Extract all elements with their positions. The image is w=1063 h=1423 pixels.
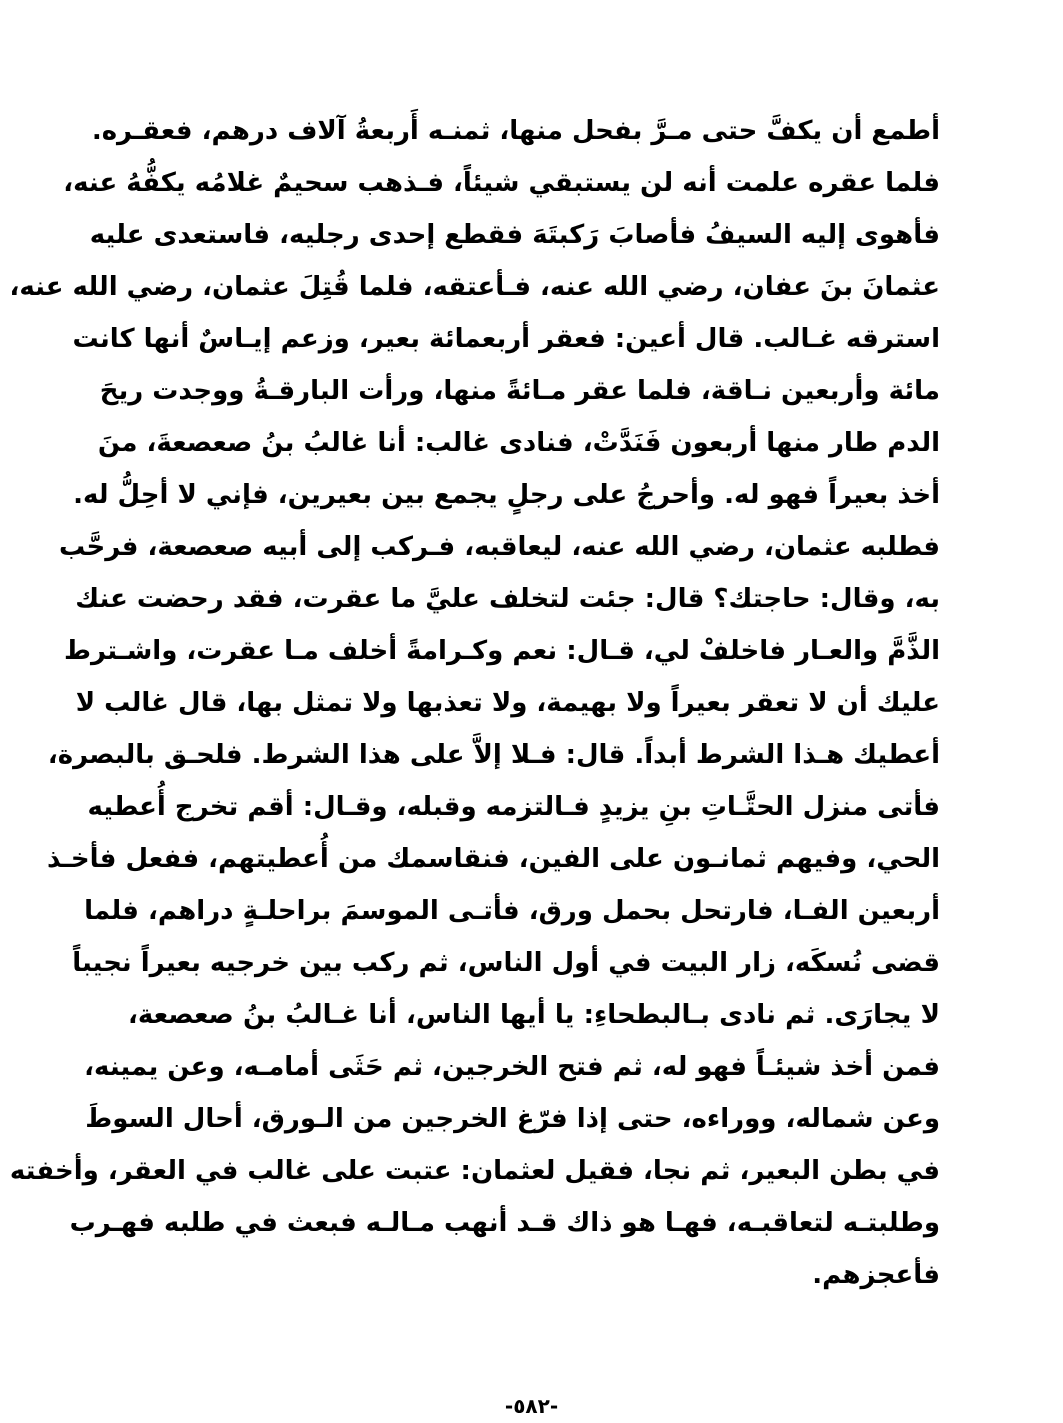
text-line: مائة وأربعين نـاقة، فلما عقر مـائةً منها، ورأت البارقـةُ ووجدت ريحَ — [99, 376, 940, 406]
text-line: أربعين الفـا، فارتحل بحمل ورق، فأتـى الموسمَ براحلـةٍ دراهم، فلما — [84, 896, 940, 926]
body-text — [9, 105, 940, 1301]
text-line: عليك أن لا تعقر بعيراً ولا بهيمة، ولا تعذبها ولا تمثل بها، قال غالب لا — [75, 688, 940, 718]
text-line: قضى نُسكَه، زار البيت في أول الناس، ثم ركب بين خرجيه بعيراً نجيباً — [72, 948, 940, 978]
page-number: -٥٨٢- — [504, 1394, 559, 1418]
text-line: أخذ بعيراً فهو له. وأحرجُ على رجلٍ يجمع بين بعيرين، فإني لا أحِلُّ له. — [73, 480, 940, 510]
text-line: فمن أخذ شيئـاً فهو له، ثم فتح الخرجين، ثم حَثَى أمامـه، وعن يمينه، — [84, 1052, 940, 1082]
text-line-last: فأعجزهم. — [812, 1260, 940, 1290]
text-line: استرقه غـالب. قال أعين: فعقر أربعمائة بعير، وزعم إيـاسٌ أنها كانت — [72, 324, 940, 354]
text-line: عثمانَ بنَ عفان، رضي الله عنه، فـأعتقه، فلما قُتِلَ عثمان، رضي الله عنه، — [9, 272, 940, 302]
text-line: فأتى منزل الحتَّـاتِ بنِ يزيدٍ فـالتزمه وقبله، وقـال: أقم تخرج أُعطيه — [87, 792, 940, 822]
text-line: الحي، وفيهم ثمانـون على الفين، فنقاسمك من أُعطيتهم، ففعل فأخـذ — [47, 844, 940, 874]
text-line: أعطيك هـذا الشرط أبداً. قال: فـلا إلاَّ على هذا الشرط. فلحـق بالبصرة، — [47, 740, 940, 770]
text-line: وطلبتـه لتعاقبـه، فهـا هو ذاك قـد أنهب مـالـه فبعث في طلبه فهـرب — [69, 1208, 940, 1238]
text-line: في بطن البعير، ثم نجا، فقيل لعثمان: عتبت على غالب في العقر، وأخفته — [9, 1156, 940, 1186]
text-line: الذَّمَّ والعـار فاخلفْ لي، قـال: نعم وكـرامةً أخلف مـا عقرت، واشـترط — [64, 636, 940, 666]
text-line: فطلبه عثمان، رضي الله عنه، ليعاقبه، فـركب إلى أبيه صعصعة، فرحَّب — [58, 532, 940, 562]
text-line: فأهوى إليه السيفُ فأصابَ رَكبتَهَ فقطع إحدى رجليه، فاستعدى عليه — [89, 220, 940, 250]
text-line: فلما عقره علمت أنه لن يستبقي شيئاً، فـذهب سحيمٌ غلامُه يكفُّهُ عنه، — [63, 168, 940, 198]
text-line: به، وقال: حاجتك؟ قال: جئت لتخلف عليَّ ما عقرت، فقد رحضت عنك — [75, 584, 940, 614]
text-line: الدم طار منها أربعون فَنَدَّتْ، فنادى غالب: أنا غالبُ بنُ صعصعةَ، منَ — [97, 428, 940, 458]
text-line: أطمع أن يكفَّ حتى مـرَّ بفحل منها، ثمنـه أَربعةُ آلاف درهم، فعقـره. — [91, 116, 940, 146]
text-line: لا يجارَى. ثم نادى بـالبطحاءِ: يا أيها الناس، أنا غـالبُ بنُ صعصعة، — [128, 1000, 940, 1030]
text-line: وعن شماله، ووراءه، حتى إذا فرّغ الخرجين من الـورق، أحال السوطَ — [85, 1104, 940, 1134]
